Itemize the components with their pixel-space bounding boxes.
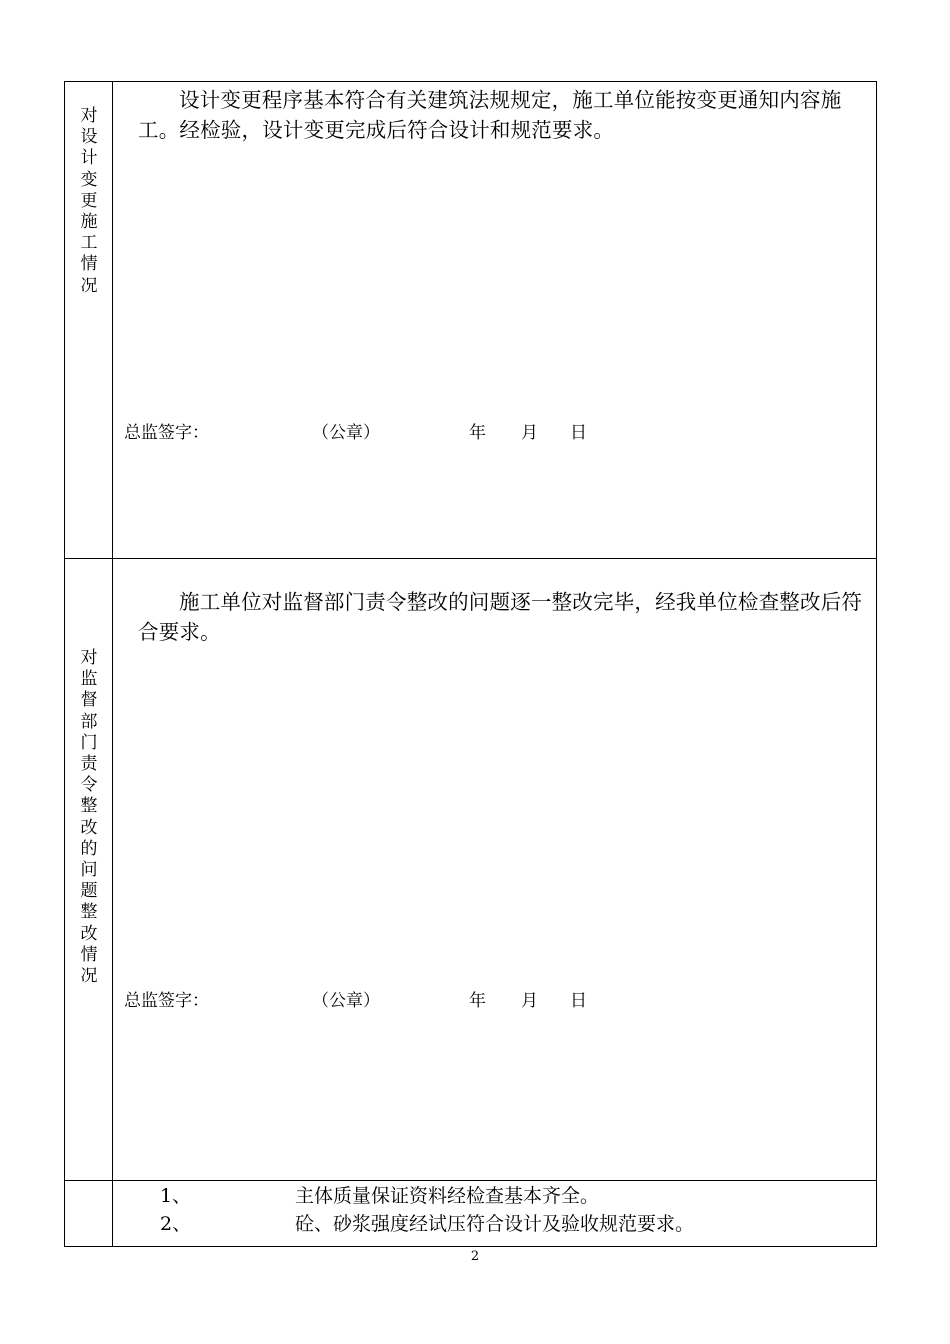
- year-label: 年: [469, 991, 486, 1011]
- seal-label: （公章）: [312, 991, 380, 1011]
- rectification-row: [65, 559, 876, 1181]
- row-label-cell: [65, 559, 113, 1180]
- design-change-label: 对设计变更施工情况: [80, 106, 98, 296]
- conclusion-number: 1、: [160, 1185, 192, 1207]
- rectification-paragraph: 施工单位对监督部门责令整改的问题逐一整改完毕，经我单位检查整改后符合要求。: [138, 590, 863, 644]
- row-content-cell: [113, 1181, 876, 1247]
- day-label: 日: [570, 423, 587, 443]
- signature-label: 总监签字：: [124, 423, 209, 443]
- year-label: 年: [469, 423, 486, 443]
- row-label-cell: [65, 82, 113, 558]
- month-label: 月: [521, 423, 538, 443]
- signature-label: 总监签字：: [124, 991, 209, 1011]
- row-content-cell: [113, 82, 876, 558]
- design-change-paragraph: 设计变更程序基本符合有关建筑法规规定，施工单位能按变更通知内容施工。经检验，设计变更完成后符合设计和规范要求。: [138, 88, 842, 142]
- seal-label: （公章）: [312, 423, 380, 443]
- day-label: 日: [570, 991, 587, 1011]
- inspection-table: [64, 81, 877, 1247]
- rectification-label: 对监督部门责令整改的问题整改情况: [80, 648, 98, 987]
- conclusion-text: 砼、砂浆强度经试压符合设计及验收规范要求。: [295, 1213, 695, 1235]
- conclusion-text: 主体质量保证资料经检查基本齐全。: [295, 1185, 600, 1207]
- row-content-cell: [113, 559, 876, 1180]
- row-label-cell: [65, 1181, 113, 1247]
- month-label: 月: [521, 991, 538, 1011]
- conclusion-row: [65, 1181, 876, 1247]
- conclusion-number: 2、: [160, 1213, 192, 1235]
- design-change-row: [65, 82, 876, 559]
- page-number: 2: [470, 1249, 480, 1264]
